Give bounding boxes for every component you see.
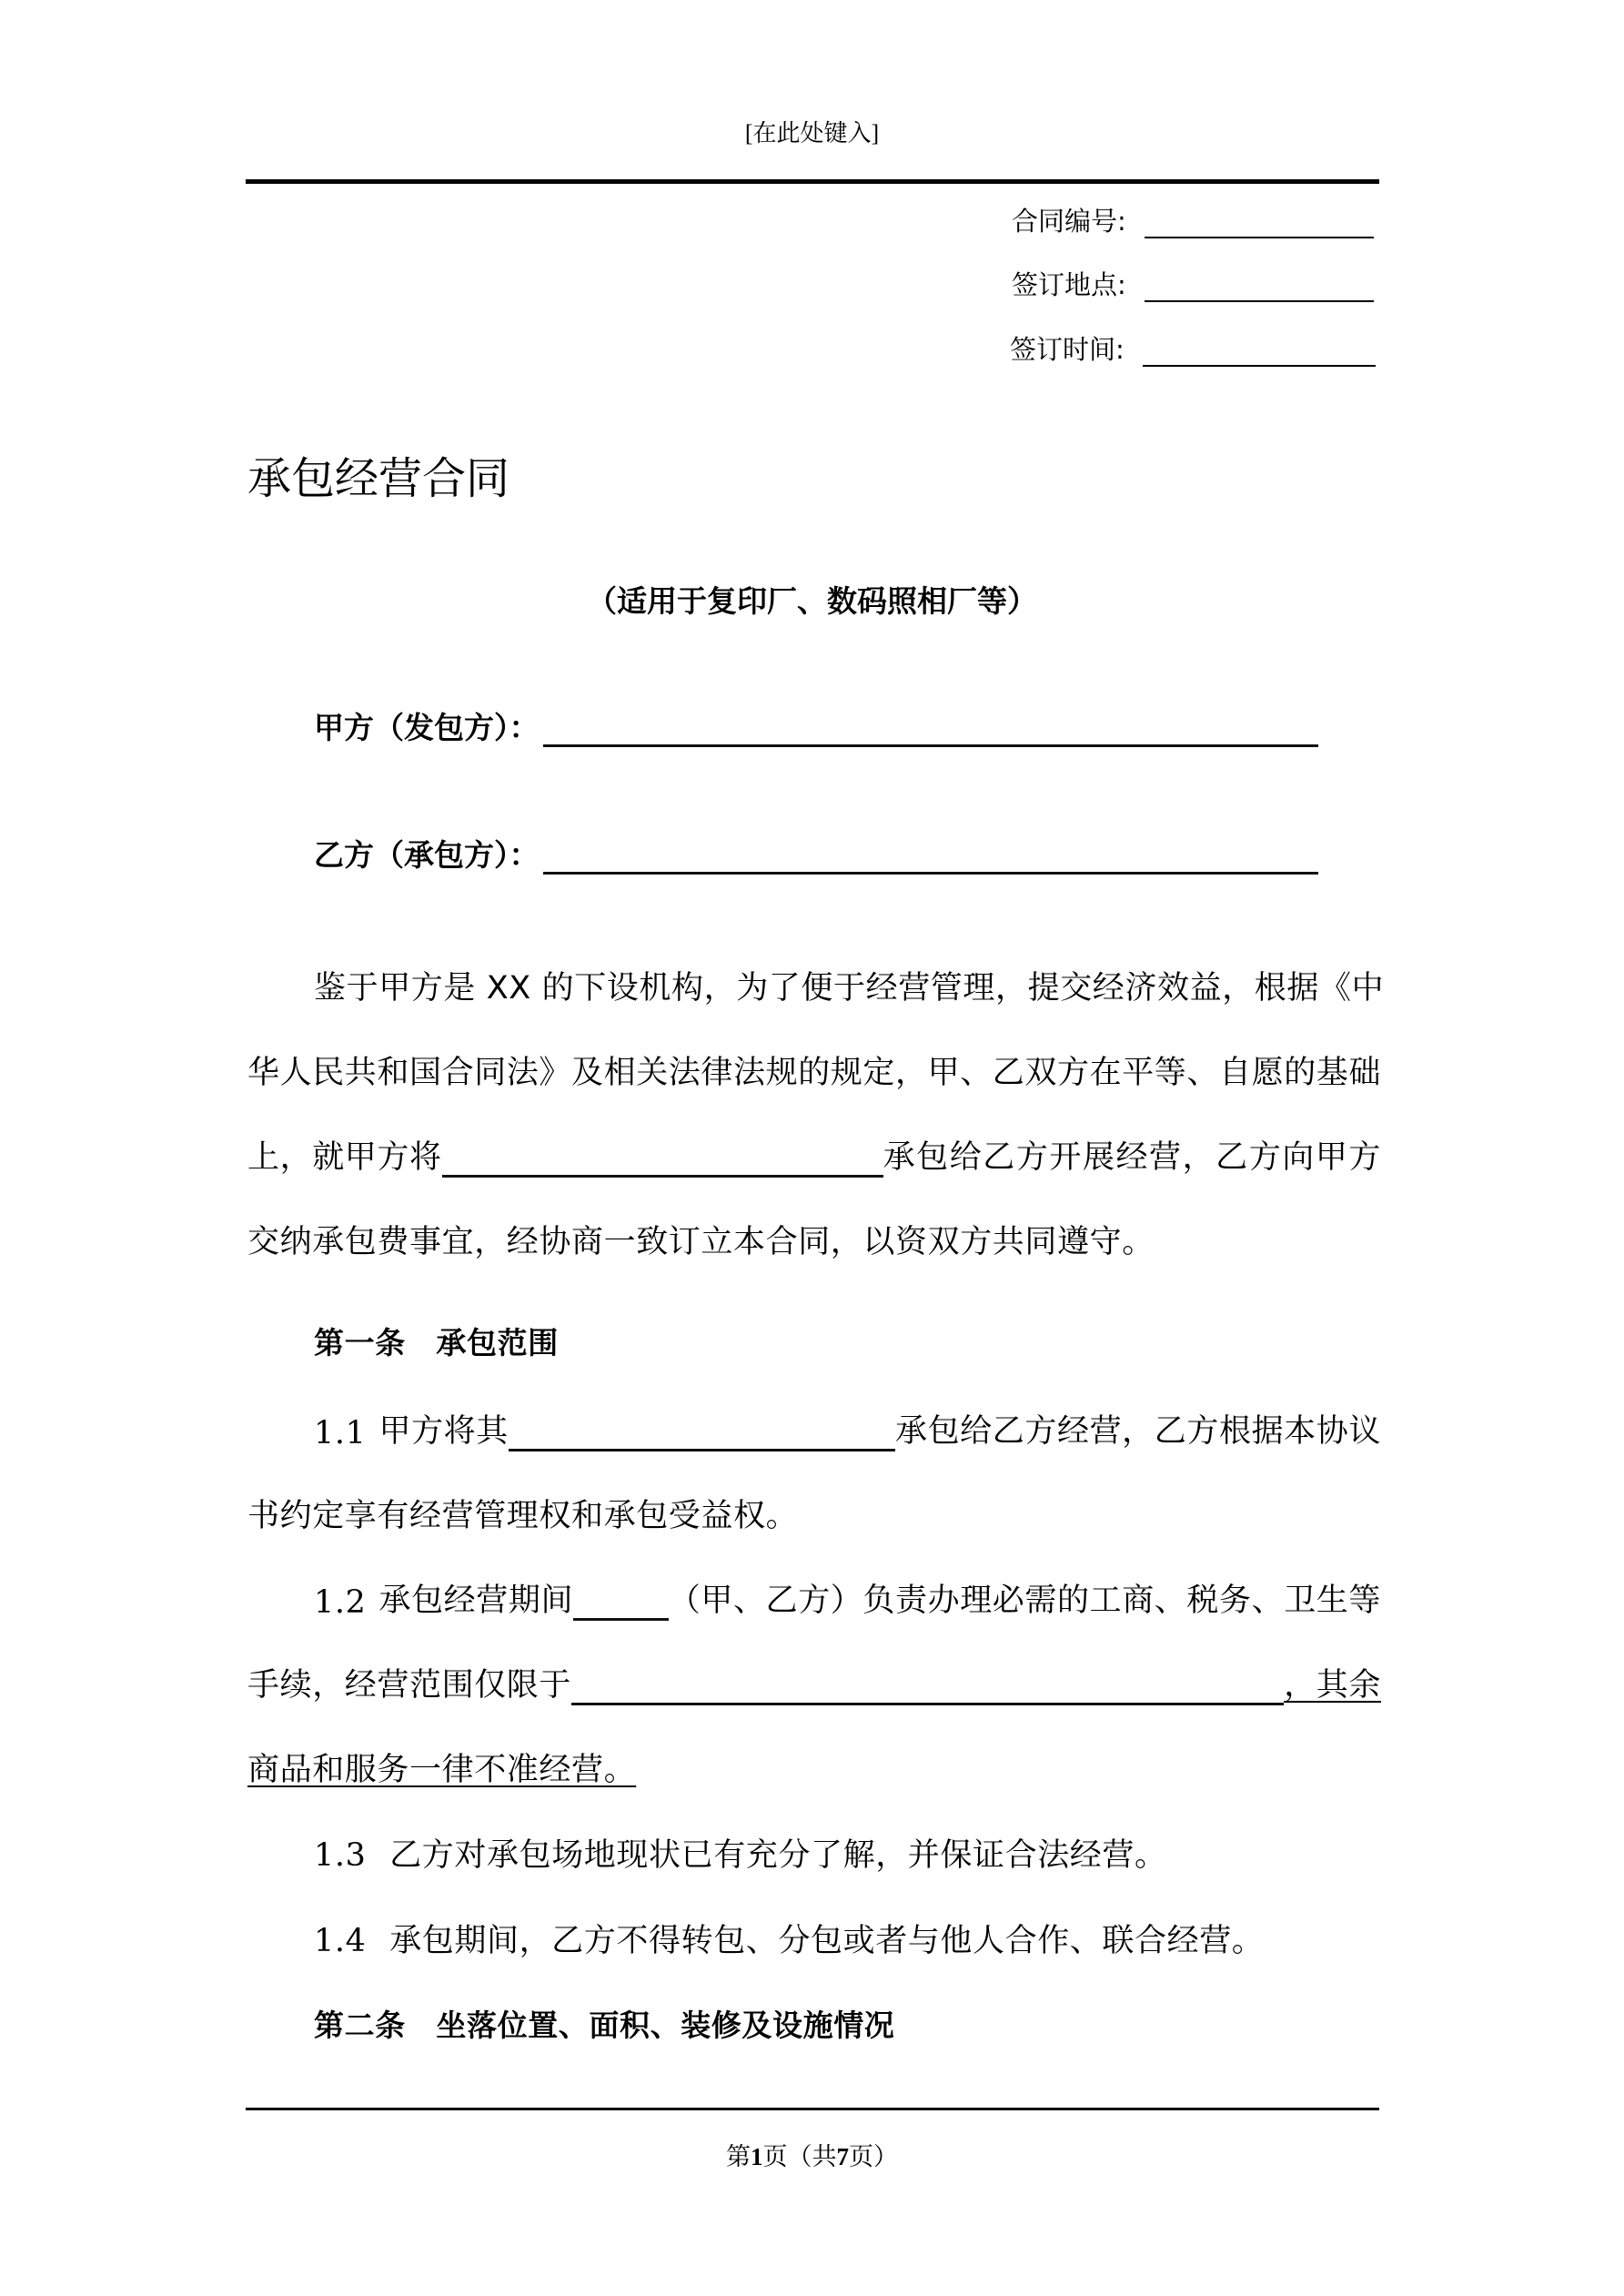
party-a-label: 甲方（发包方）： [314, 710, 540, 745]
footer-suffix: 页） [849, 2143, 898, 2170]
clause-1-2-number: 1.2 [314, 1584, 367, 1621]
clause-1-2-before: 承包经营期间 [378, 1583, 574, 1619]
clause-1-2-line-2-before: 手续，经营范围仅限于 [247, 1667, 572, 1704]
clause-1-2-party-blank[interactable] [573, 1587, 669, 1621]
business-scope-blank[interactable] [571, 1672, 1284, 1705]
clause-1-1 [314, 1406, 1381, 1451]
footer-page-number: 1 [751, 2143, 763, 2170]
signing-time-blank[interactable] [1143, 338, 1376, 367]
footer-total-pages: 7 [836, 2143, 849, 2170]
clause-1-1-blank[interactable] [509, 1418, 895, 1451]
signing-place-field [1012, 266, 1374, 302]
clause-1-1-after: 承包给乙方经营，乙方根据本协议 [894, 1413, 1381, 1450]
party-b-label: 乙方（承包方）： [314, 837, 540, 873]
clause-1-2-line-2 [247, 1660, 1381, 1705]
clause-1-3-text: 乙方对承包场地现状已有充分了解，并保证合法经营。 [389, 1837, 1167, 1874]
signing-place-label: 签订地点: [1012, 269, 1126, 300]
party-b-line [314, 832, 1318, 875]
clause-1-2-line-3 [247, 1745, 1381, 1790]
clause-1-1-before: 甲方将其 [378, 1413, 509, 1450]
preamble-line-3 [247, 1132, 1381, 1178]
preamble-line-4: 交纳承包费事宜，经协商一致订立本合同，以资双方共同遵守。 [247, 1224, 1155, 1260]
footer-middle: 页（共 [762, 2143, 837, 2170]
clause-1-2-line-3-text: 商品和服务一律不准经营。 [247, 1752, 637, 1788]
clause-1-4-text: 承包期间，乙方不得转包、分包或者与他人合作、联合经营。 [389, 1923, 1265, 1959]
signing-time-label: 签订时间: [1010, 334, 1125, 365]
contract-number-blank[interactable] [1145, 209, 1374, 238]
clause-1-4 [314, 1916, 1381, 1961]
contract-number-label: 合同编号: [1012, 206, 1126, 237]
page-footer [0, 2137, 1624, 2172]
clause-1-3-number: 1.3 [314, 1837, 367, 1874]
document-subtitle: （适用于复印厂、数码照相厂等） [587, 583, 1037, 619]
article-1-heading: 第一条 承包范围 [314, 1325, 559, 1360]
clause-1-2-line-2-after: ，其余 [1284, 1667, 1381, 1704]
footer-divider [246, 2108, 1379, 2110]
preamble-line-3-before: 上，就甲方将 [247, 1139, 442, 1176]
page-header-placeholder[interactable]: [在此处键入] [744, 120, 880, 147]
document-title: 承包经营合同 [247, 453, 510, 504]
preamble-subject-blank[interactable] [442, 1144, 883, 1178]
preamble-line-2: 华人民共和国合同法》及相关法律法规的规定，甲、乙双方在平等、自愿的基础 [247, 1055, 1382, 1091]
party-b-blank[interactable] [543, 841, 1318, 875]
party-a-line [314, 704, 1318, 747]
contract-number-field [1012, 202, 1374, 238]
clause-1-1-number: 1.1 [314, 1415, 367, 1451]
party-a-blank[interactable] [543, 713, 1318, 747]
article-2-heading: 第二条 坐落位置、面积、装修及设施情况 [314, 2008, 895, 2043]
clause-1-4-number: 1.4 [314, 1923, 367, 1959]
clause-1-2 [314, 1575, 1381, 1621]
signing-time-field [1010, 330, 1376, 367]
header-divider [246, 179, 1379, 184]
preamble-line-1: 鉴于甲方是 XX 的下设机构，为了便于经营管理，提交经济效益，根据《中 [314, 970, 1385, 1006]
footer-prefix: 第 [726, 2143, 751, 2170]
clause-1-1-line-2: 书约定享有经营管理权和承包受益权。 [247, 1498, 799, 1534]
signing-place-blank[interactable] [1145, 273, 1374, 302]
clause-1-2-after: （甲、乙方）负责办理必需的工商、税务、卫生等 [668, 1583, 1381, 1619]
preamble-line-3-after: 承包给乙方开展经营，乙方向甲方 [883, 1139, 1381, 1176]
clause-1-3 [314, 1830, 1381, 1876]
